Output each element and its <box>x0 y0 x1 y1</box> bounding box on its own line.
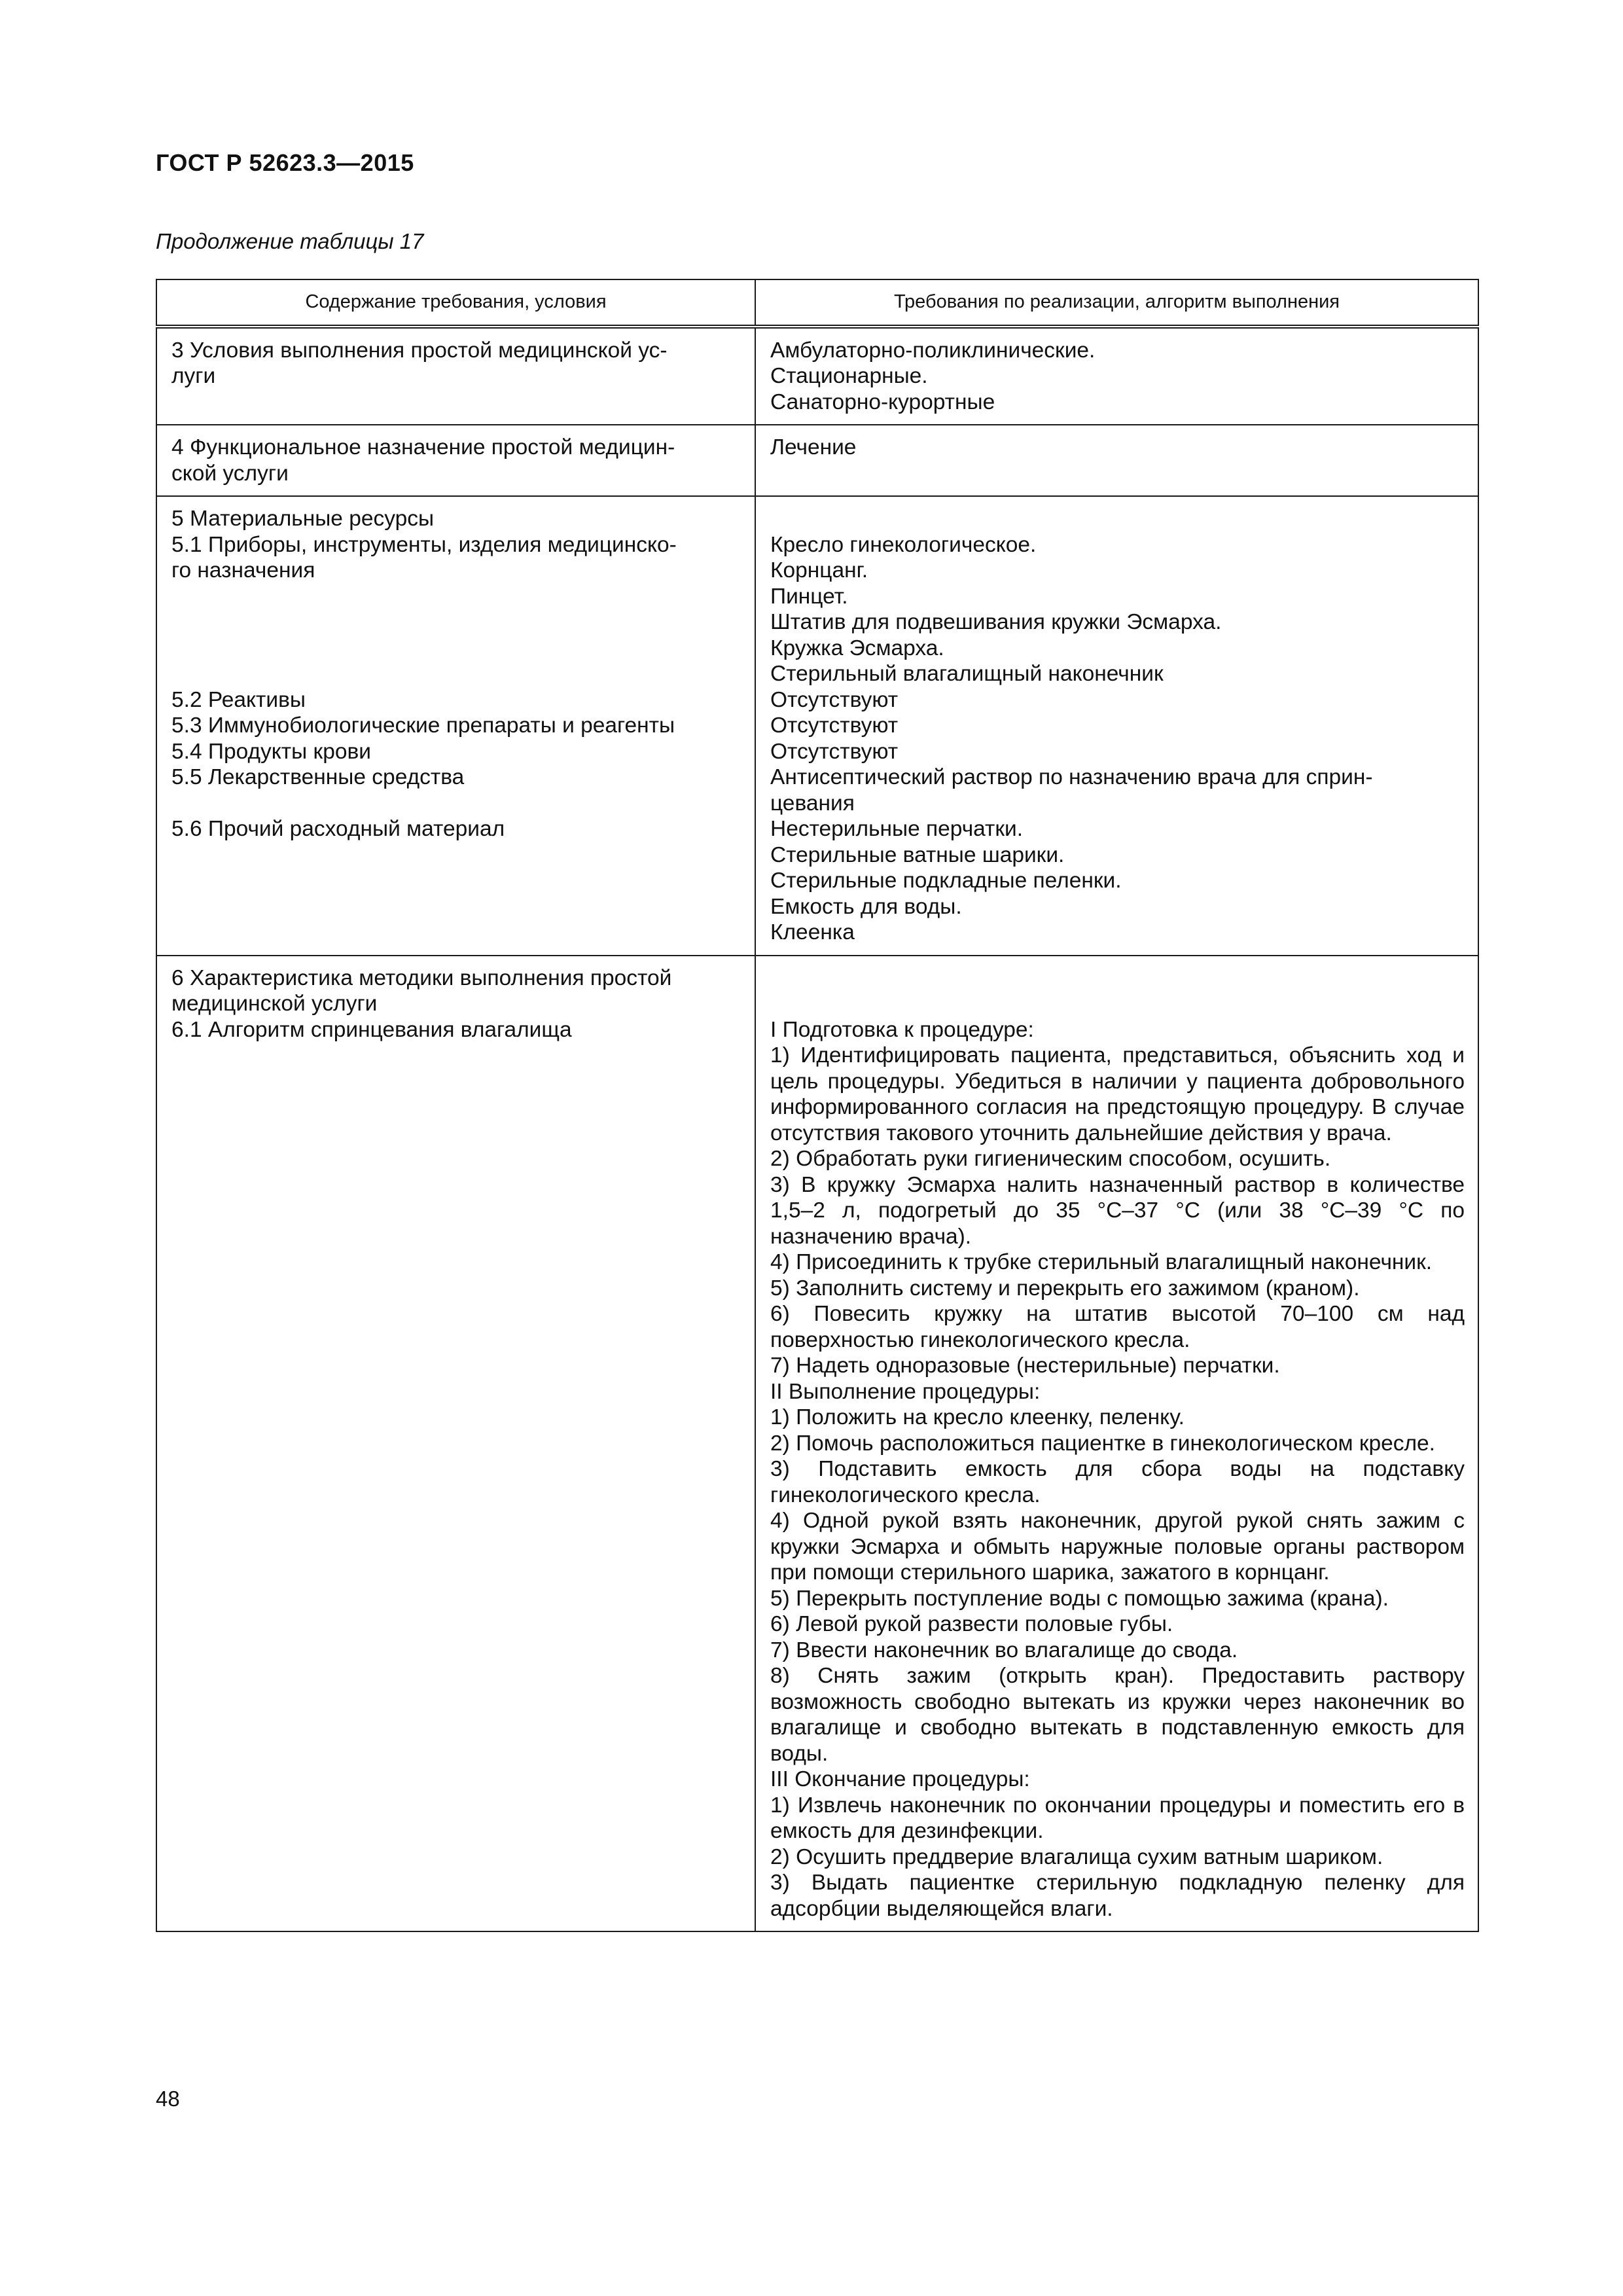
cell-conditions-value <box>755 327 1478 425</box>
cell-resources-value <box>755 496 1478 956</box>
text-line: 5.6 Прочий расходный материал <box>171 817 505 841</box>
text-line: Корнцанг. <box>770 558 868 583</box>
text-line: Стационарные. <box>770 364 928 388</box>
text-line: Санаторно-курортные <box>770 389 995 414</box>
table-row <box>156 327 1478 425</box>
algorithm-section-heading: I Подготовка к процедуре: <box>770 1017 1034 1042</box>
text-line: Стерильные ватные шарики. <box>770 842 1065 867</box>
text-line: Кружка Эсмарха. <box>770 636 944 660</box>
text-line: Нестерильные перчатки. <box>770 817 1024 841</box>
cell-conditions-label <box>156 327 755 425</box>
text-line: 5.2 Реактивы <box>171 687 306 712</box>
table-caption: Продолжение таблицы 17 <box>156 229 424 253</box>
text-line: Штатив для подвешивания кружки Эсмарха. <box>770 610 1222 634</box>
algorithm-step: 4) Одной рукой взять наконечник, другой рукой снять зажим с кружки Эсмарха и обмыть наружные половые органы раствором при помощи стерильного шарика, зажатого в корнцанг. <box>770 1509 1465 1585</box>
table-row <box>156 956 1478 1932</box>
algorithm-step: 3) Подставить емкость для сбора воды на подставку гинекологического кресла. <box>770 1457 1465 1507</box>
text-line: Лечение <box>770 435 857 459</box>
algorithm-step: 6) Повесить кружку на штатив высотой 70–100 см над поверхностью гинекологического кресла. <box>770 1302 1465 1352</box>
text-line: 5.5 Лекарственные средства <box>171 765 465 789</box>
algorithm-step: 1) Идентифицировать пациента, представиться, объяснить ход и цель процедуры. Убедиться в наличии у пациента добровольного информированного согласия на предстоящую процедуру. В случае отсутствия такового уточнить дальнейшие действия у врача. <box>770 1043 1465 1145</box>
cell-method-label <box>156 956 755 1932</box>
text-line: Отсутствуют <box>770 713 899 738</box>
text-line: Емкость для воды. <box>770 894 962 919</box>
algorithm-step: 2) Помочь расположиться пациентке в гинекологическом кресле. <box>770 1431 1435 1456</box>
cell-purpose-label <box>156 425 755 496</box>
text-line: Стерильные подкладные пеленки. <box>770 869 1122 893</box>
cell-method-algorithm <box>755 956 1478 1932</box>
text-line: 3 Условия выполнения простой медицинской ус- <box>171 338 668 363</box>
algorithm-step: 3) В кружку Эсмарха налить назначенный раствор в количестве 1,5–2 л, подогретый до 35 °C–37 °C (или 38 °C–39 °C по назначению врача). <box>770 1172 1465 1249</box>
text-line: го назначения <box>171 558 315 583</box>
text-line: Отсутствуют <box>770 739 899 764</box>
algorithm-step: 2) Обработать руки гигиеническим способом, осушить. <box>770 1147 1331 1171</box>
text-line: цевания <box>770 791 855 816</box>
text-line: 5.4 Продукты крови <box>171 739 371 764</box>
algorithm-step: 3) Выдать пациентке стерильную подкладную пеленку для адсорбции выделяющейся влаги. <box>770 1871 1465 1921</box>
text-line: 5 Материальные ресурсы <box>171 507 435 531</box>
algorithm-step: 5) Перекрыть поступление воды с помощью зажима (крана). <box>770 1586 1389 1611</box>
algorithm-step: 4) Присоединить к трубке стерильный влагалищный наконечник. <box>770 1250 1433 1274</box>
text-line: медицинской услуги <box>171 992 378 1016</box>
text-line: Кресло гинекологическое. <box>770 532 1037 557</box>
table-row <box>156 496 1478 956</box>
text-line: Стерильный влагалищный наконечник <box>770 662 1164 686</box>
text-line: 6 Характеристика методики выполнения простой <box>171 965 672 990</box>
table-row <box>156 425 1478 496</box>
algorithm-step: 6) Левой рукой развести половые губы. <box>770 1612 1173 1636</box>
column-header-implementation: Требования по реализации, алгоритм выполнения <box>755 279 1478 327</box>
algorithm-section-heading: III Окончание процедуры: <box>770 1767 1030 1791</box>
table-header-row <box>156 279 1478 327</box>
text-line: 4 Функциональное назначение простой медицин- <box>171 435 675 459</box>
cell-resources-label <box>156 496 755 956</box>
text-line: Антисептический раствор по назначению врача для сприн- <box>770 765 1373 789</box>
algorithm-section-heading: II Выполнение процедуры: <box>770 1379 1041 1404</box>
algorithm-step: 8) Снять зажим (открыть кран). Предоставить раствору возможность свободно вытекать из кружки через наконечник во влагалище и свободно вытекать в подставленную емкость для воды. <box>770 1664 1465 1766</box>
text-line: Клеенка <box>770 920 855 944</box>
algorithm-step: 7) Надеть одноразовые (нестерильные) перчатки. <box>770 1354 1280 1378</box>
text-line: ской услуги <box>171 461 289 486</box>
text-line: луги <box>171 364 216 388</box>
text-line: Отсутствуют <box>770 687 899 712</box>
algorithm-step: 5) Заполнить систему и перекрыть его зажимом (краном). <box>770 1276 1360 1300</box>
algorithm-step: 1) Положить на кресло клеенку, пеленку. <box>770 1405 1185 1429</box>
text-line: 5.3 Иммунобиологические препараты и реагенты <box>171 713 675 738</box>
algorithm-step: 7) Ввести наконечник во влагалище до свода. <box>770 1638 1238 1662</box>
requirements-table <box>156 279 1479 1932</box>
document-code: ГОСТ Р 52623.3—2015 <box>156 149 414 176</box>
text-line: 5.1 Приборы, инструменты, изделия медицинско- <box>171 532 677 557</box>
algorithm-step: 1) Извлечь наконечник по окончании процедуры и поместить его в емкость для дезинфекции. <box>770 1793 1465 1843</box>
algorithm-step: 2) Осушить преддверие влагалища сухим ватным шариком. <box>770 1844 1383 1869</box>
text-line: Пинцет. <box>770 584 848 609</box>
page-number: 48 <box>156 2087 180 2111</box>
cell-purpose-value <box>755 425 1478 496</box>
text-line: Амбулаторно-поликлинические. <box>770 338 1096 363</box>
text-line: 6.1 Алгоритм спринцевания влагалища <box>171 1017 572 1042</box>
column-header-requirement: Содержание требования, условия <box>156 279 755 327</box>
